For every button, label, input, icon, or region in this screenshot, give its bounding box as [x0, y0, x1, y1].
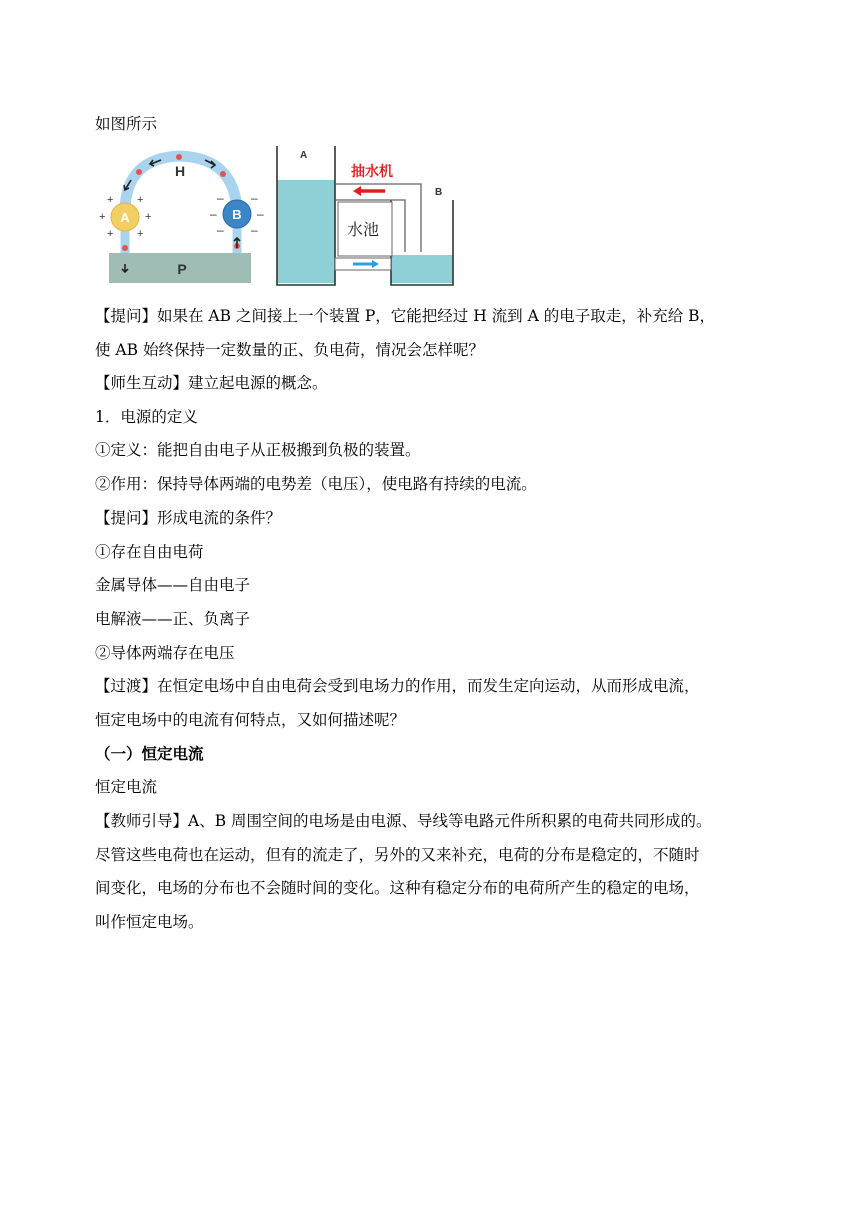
- svg-text:+: +: [107, 194, 114, 206]
- para-guide-4: 叫作恒定电场。: [95, 913, 204, 931]
- label-pool: 水池: [347, 220, 380, 239]
- svg-text:–: –: [217, 191, 224, 205]
- tank-a-water: [277, 180, 335, 283]
- label-p: P: [177, 261, 187, 277]
- para-condition-1: ①存在自由电荷: [95, 543, 204, 561]
- section-heading: （一）恒定电流: [95, 744, 204, 763]
- svg-text:–: –: [251, 191, 258, 205]
- svg-text:–: –: [251, 223, 258, 237]
- subheading: 恒定电流: [95, 778, 158, 796]
- label-h: H: [174, 163, 186, 179]
- water-diagram: [271, 145, 459, 287]
- para-3: 【师生互动】建立起电源的概念。: [95, 374, 328, 392]
- svg-text:+: +: [137, 228, 144, 240]
- svg-text:+: +: [107, 228, 114, 240]
- svg-text:–: –: [217, 223, 224, 237]
- heading-power-definition: 1．电源的定义: [95, 408, 198, 426]
- label-tank-b: B: [435, 187, 443, 198]
- svg-text:+: +: [145, 211, 152, 223]
- label-pump: 抽水机: [351, 164, 393, 180]
- svg-text:–: –: [210, 207, 217, 221]
- tank-b-water: [391, 255, 453, 283]
- para-2: 使 AB 始终保持一定数量的正、负电荷，情况会怎样呢？: [95, 341, 484, 359]
- para-electrolyte: 电解液——正、负离子: [95, 610, 251, 628]
- figure: [95, 140, 460, 290]
- para-definition: ①定义：能把自由电子从正极搬到负极的装置。: [95, 441, 421, 459]
- svg-text:–: –: [257, 207, 264, 221]
- para-guide-2: 尽管这些电荷也在运动，但有的流走了，另外的又来补充，电荷的分布是稳定的，不随时: [95, 846, 700, 864]
- intro-text: 如图所示: [95, 115, 158, 133]
- para-1: 【提问】如果在 AB 之间接上一个装置 P，它能把经过 H 流到 A 的电子取走，补充给 B，: [95, 307, 716, 325]
- svg-text:+: +: [99, 211, 106, 223]
- para-guide: 【教师引导】A、B 周围空间的电场是由电源、导线等电路元件所积累的电荷共同形成的。: [95, 812, 712, 830]
- para-question: 【提问】形成电流的条件？: [95, 509, 282, 527]
- charge-diagram: [95, 145, 264, 287]
- para-function: ②作用：保持导体两端的电势差（电压），使电路有持续的电流。: [95, 475, 537, 493]
- para-transition: 【过渡】在恒定电场中自由电荷会受到电场力的作用，而发生定向运动，从而形成电流，: [95, 677, 700, 695]
- para-metal: 金属导体——自由电子: [95, 576, 251, 594]
- label-b: B: [232, 207, 242, 222]
- label-a: A: [120, 210, 130, 225]
- para-guide-3: 间变化，电场的分布也不会随时间的变化。这种有稳定分布的电荷所产生的稳定的电场，: [95, 879, 700, 897]
- svg-text:+: +: [137, 194, 144, 206]
- label-tank-a: A: [300, 150, 308, 161]
- para-transition-2: 恒定电场中的电流有何特点，又如何描述呢？: [95, 711, 406, 729]
- para-condition-2: ②导体两端存在电压: [95, 644, 235, 662]
